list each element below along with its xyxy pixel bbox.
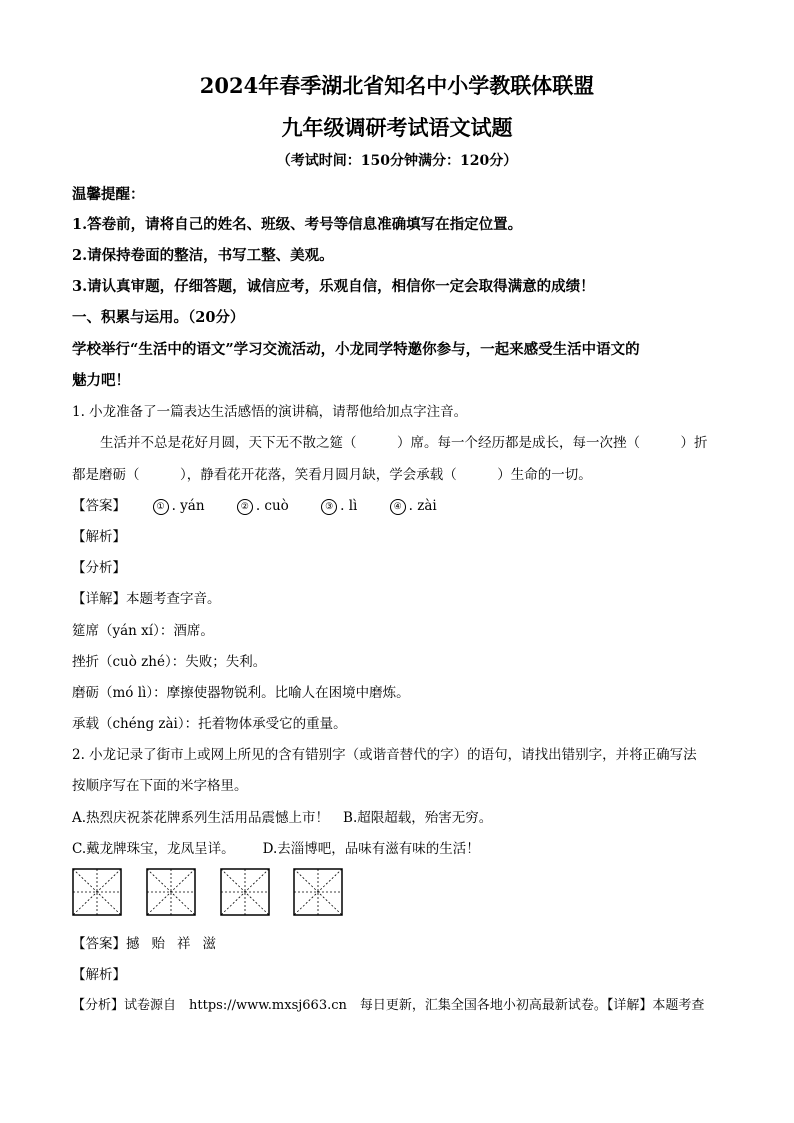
- answer-tag: 【答案】: [72, 498, 126, 514]
- answer-text: . yán: [171, 498, 205, 514]
- option-b: B.超限超载，殆害无穷。: [343, 810, 493, 826]
- mi-grid-icon: [220, 868, 270, 916]
- mi-grid-box[interactable]: [72, 868, 122, 916]
- q2-stem: 按顺序写在下面的米字格里。: [72, 778, 248, 794]
- q2-options-cd: [72, 837, 480, 857]
- answer-char: 祥: [177, 936, 191, 952]
- mi-grid-icon: [72, 868, 122, 916]
- answer-text: . zài: [408, 498, 437, 514]
- fenxi-line: 【分析】试卷源自 https://www.mxsj663.cn 每日更新，汇集全国各地小初高最新试卷。【详解】本题考查: [72, 998, 705, 1013]
- q2-options-ab: [72, 806, 492, 826]
- reminder-item: 2.请保持卷面的整洁，书写工整、美观。: [72, 247, 334, 264]
- option-c: C.戴龙牌珠宝，龙凤呈详。: [72, 841, 235, 857]
- explanation-line: 承载（chéng zài）：托着物体承受它的重量。: [72, 716, 347, 732]
- mi-grid-box[interactable]: [146, 868, 196, 916]
- option-a: A.热烈庆祝茶花牌系列生活用品震憾上市！: [72, 810, 330, 826]
- reminder-item: 1.答卷前，请将自己的姓名、班级、考号等信息准确填写在指定位置。: [72, 216, 523, 233]
- mi-grid-box[interactable]: [293, 868, 343, 916]
- exam-info: （考试时间：150分钟满分：120分）: [276, 153, 518, 169]
- circled-number: ④: [390, 499, 406, 515]
- q1-answer: [237, 498, 289, 515]
- analysis-tag: 【解析】: [72, 529, 126, 545]
- reminder-heading: 温馨提醒：: [72, 186, 145, 203]
- explanation-line: 磨砺（mó lì）：摩擦使器物锐利。比喻人在困境中磨炼。: [72, 685, 410, 701]
- mi-grid-icon: [146, 868, 196, 916]
- answer-text: . cuò: [255, 498, 289, 514]
- q1-answer: [321, 498, 357, 515]
- section-intro: 学校举行“生活中的语文”学习交流活动，小龙同学特邀你参与，一起来感受生活中语文的: [72, 341, 640, 358]
- answer-char: 滋: [202, 936, 216, 952]
- q1-answer: [153, 498, 205, 515]
- section-heading: 一、积累与运用。（20分）: [72, 309, 245, 326]
- answer-char: 撼: [126, 936, 140, 952]
- option-d: D.去淄博吧，品味有滋有味的生活！: [262, 841, 480, 857]
- answer-text: . lì: [340, 498, 358, 514]
- q2-stem: 2. 小龙记录了街市上或网上所见的含有错别字（或谐音替代的字）的语句，请找出错别字，并将正确写法: [72, 747, 697, 763]
- mi-grid-box[interactable]: [220, 868, 270, 916]
- answer-char: 贻: [151, 936, 165, 952]
- explanation-line: 挫折（cuò zhé）：失败；失利。: [72, 654, 267, 670]
- circled-number: ③: [321, 499, 337, 515]
- section-intro: 魅力吧！: [72, 372, 130, 389]
- circled-number: ①: [153, 499, 169, 515]
- fenxi-tag: 【分析】: [72, 560, 126, 576]
- q1-answer: [390, 498, 437, 515]
- reminder-item: 3.请认真审题，仔细答题，诚信应考，乐观自信，相信你一定会取得满意的成绩！: [72, 278, 595, 295]
- q1-answer-row: [72, 494, 465, 515]
- q2-answer-row: [72, 932, 216, 952]
- q1-passage: 生活并不总是花好月圆，天下无不散之筵（ ）席。每一个经历都是成长，每一次挫（ ）折: [100, 435, 708, 451]
- mi-grid-icon: [293, 868, 343, 916]
- exam-title-line1: 2024年春季湖北省知名中小学教联体联盟: [199, 73, 595, 98]
- q1-stem: 1. 小龙准备了一篇表达生活感悟的演讲稿，请帮他给加点字注音。: [72, 404, 468, 420]
- circled-number: ②: [237, 499, 253, 515]
- analysis-tag: 【解析】: [72, 967, 126, 983]
- explanation-line: 筵席（yán xí）：酒席。: [72, 623, 214, 639]
- exam-title-line2: 九年级调研考试语文试题: [281, 115, 513, 140]
- detail-line: 【详解】本题考查字音。: [72, 591, 221, 607]
- q1-passage: 都是磨砺（ ），静看花开花落，笑看月圆月缺，学会承载（ ）生命的一切。: [72, 467, 592, 483]
- answer-tag: 【答案】: [72, 936, 126, 952]
